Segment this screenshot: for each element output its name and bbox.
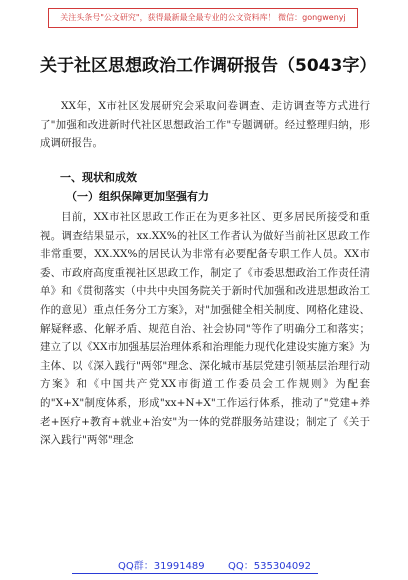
footer-underline: [72, 573, 318, 574]
subsection-heading: （一）组织保障更加坚强有力: [66, 190, 209, 203]
document-title: 关于社区思想政治工作调研报告（5043字）: [40, 56, 377, 76]
footer-qq-contact: QQ：535304092: [228, 561, 312, 572]
footer-qq-group: QQ群：31991489: [118, 561, 205, 572]
body-paragraph: 目前，XX市社区思政工作正在为更多社区、更多居民所接受和重视。调查结果显示，xx.XX%的社区工作者认为做好当前社区思政工作非常重要，XX.XX%的居民认为非常有必要配备专职工作人员。XX市委、市政府高度重视社区思政工作，制定了《市委思想政治工作责任清单》和《贯彻落实（中共中央国务院关于新时代加强和改进思想政治工作的意见）重点任务分工方案》，对"加强健全相关制度、网格化建设、解疑释惑、化解矛盾、规范自治、社会协同"等作了明确分工和落实；建立了以《XX市加强基层治理体系和治理能力现代化建设实施方案》为主体、以《深入践行"两邻"理念、深化城市基层党建引领基层治理行动方案》和《中国共产党XX市街道工作委员会工作规则》为配套的"X+X"制度体系，形成"xx+N+X"工作运行体系，推动了"党建+养老+医疗+教育+就业+治安"为一体的党群服务站建设；制定了《关于深入践行"两邻"理念: [40, 211, 370, 447]
section-heading: 一、现状和成效: [60, 171, 137, 184]
intro-paragraph: XX年，X市社区发展研究会采取问卷调查、走访调查等方式进行了"加强和改进新时代社区思想政治工作"专题调研。经过整理归纳，形成调研报告。: [40, 100, 370, 150]
header-banner: 关注头条号"公文研究"，获得最新最全最专业的公文资料库！ 微信：gongwenyj: [48, 8, 358, 28]
